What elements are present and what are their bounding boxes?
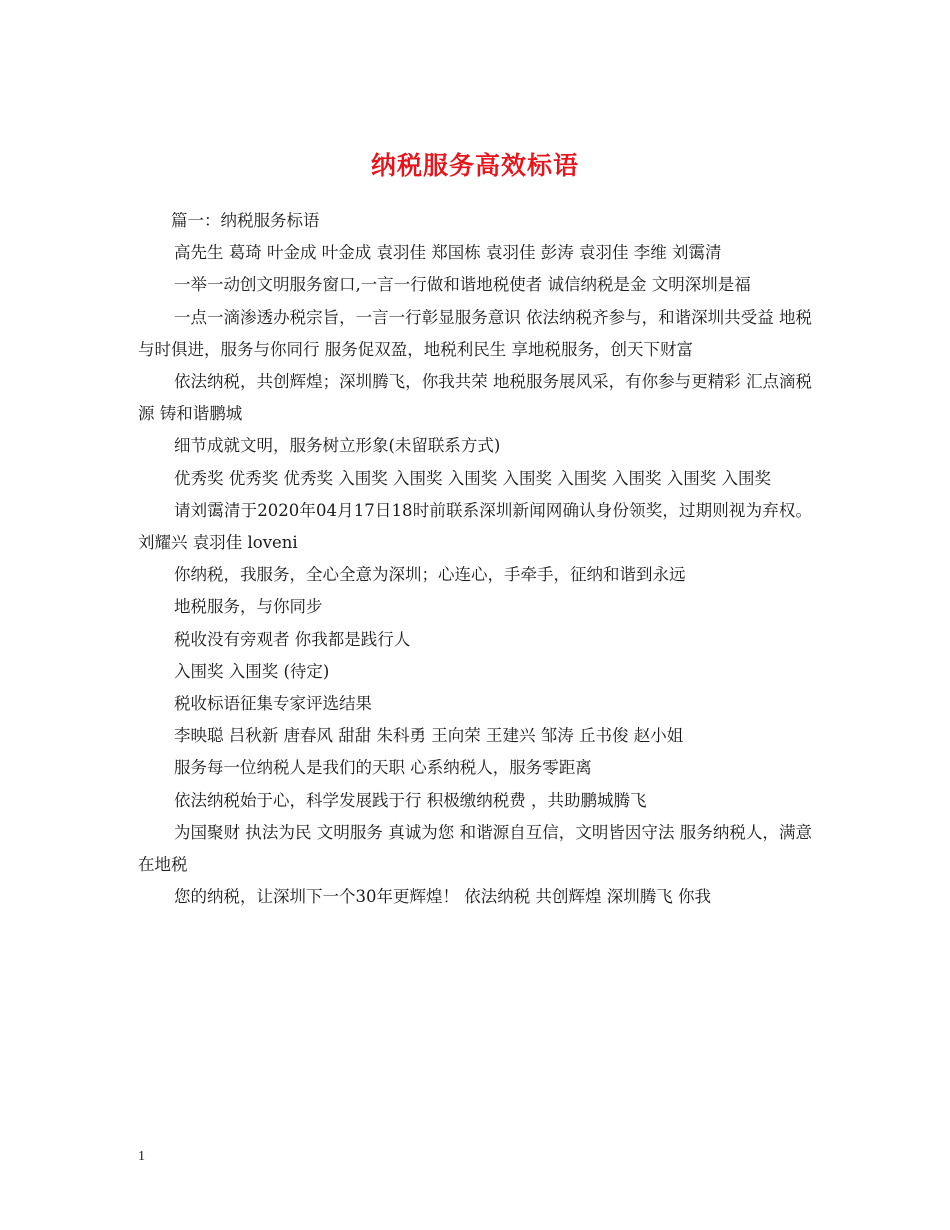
paragraph: 服务每一位纳税人是我们的天职 心系纳税人，服务零距离 — [174, 758, 592, 778]
paragraph: 高先生 葛琦 叶金成 叶金成 袁羽佳 郑国栋 袁羽佳 彭涛 袁羽佳 李维 刘霭清 — [174, 243, 722, 263]
paragraph: 入围奖 入围奖 (待定) — [174, 661, 330, 681]
paragraph: 优秀奖 优秀奖 优秀奖 入围奖 入围奖 入围奖 入围奖 入围奖 入围奖 入围奖 入围奖 — [174, 468, 771, 488]
paragraph: 税收标语征集专家评选结果 — [174, 694, 372, 714]
paragraph: 您的纳税，让深圳下一个30年更辉煌！ 依法纳税 共创辉煌 深圳腾飞 你我 — [174, 887, 711, 907]
paragraph: 税收没有旁观者 你我都是践行人 — [174, 629, 411, 649]
paragraph: 李映聪 吕秋新 唐春风 甜甜 朱科勇 王向荣 王建兴 邹涛 丘书俊 赵小姐 — [174, 726, 684, 746]
paragraph: 细节成就文明，服务树立形象(未留联系方式) — [174, 436, 501, 456]
section-heading: 篇一：纳税服务标语 — [171, 211, 320, 230]
paragraph: 一点一滴渗透办税宗旨，一言一行彰显服务意识 依法纳税齐参与，和谐深圳共受益 地税与时俱进，服务与你同行 服务促双盈，地税利民生 享地税服务，创天下财富 — [138, 307, 812, 359]
document-title: 纳税服务高效标语 — [370, 150, 579, 180]
document-body — [138, 205, 812, 913]
page-number: 1 — [138, 1149, 145, 1164]
paragraph: 一举一动创文明服务窗口,一言一行做和谐地税使者 诚信纳税是金 文明深圳是福 — [174, 275, 751, 295]
paragraph: 依法纳税始于心，科学发展践于行 积极缴纳税费 ，共助鹏城腾飞 — [174, 790, 647, 810]
paragraph: 为国聚财 执法为民 文明服务 真诚为您 和谐源自互信，文明皆因守法 服务纳税人，满意在地税 — [138, 822, 812, 875]
paragraph: 依法纳税，共创辉煌；深圳腾飞，你我共荣 地税服务展风采，有你参与更精彩 汇点滴税源 铸和谐鹏城 — [138, 372, 812, 424]
paragraph: 请刘霭清于2020年04月17日18时前联系深圳新闻网确认身份领奖，过期则视为弃权。 刘耀兴 袁羽佳 loveni — [138, 500, 812, 553]
paragraph: 地税服务，与你同步 — [174, 597, 323, 617]
paragraph: 你纳税，我服务，全心全意为深圳；心连心，手牵手，征纳和谐到永远 — [174, 565, 686, 585]
